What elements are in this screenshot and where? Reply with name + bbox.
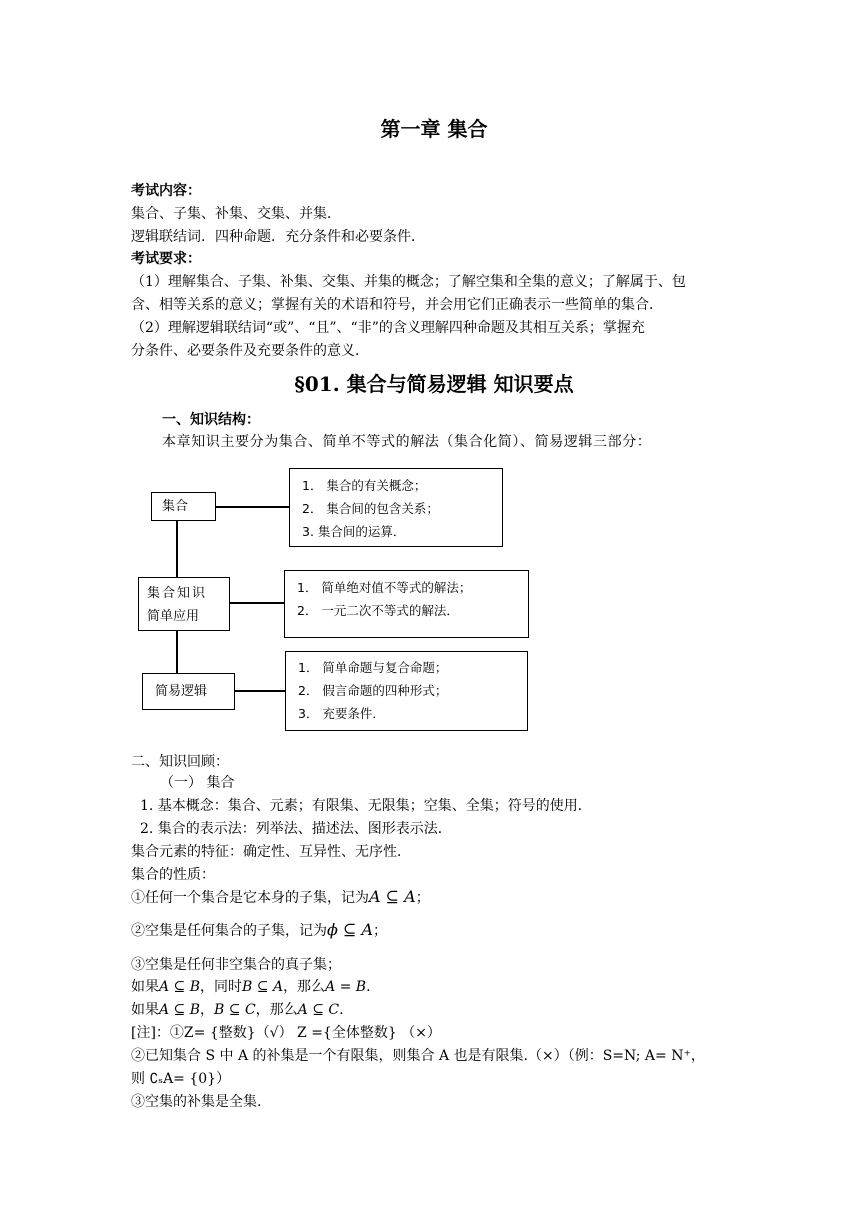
property-1-end: ； xyxy=(415,890,430,906)
connector-vertical-2 xyxy=(176,630,178,674)
node-logic-label: 简易逻辑 xyxy=(155,684,208,699)
note-3: ③空集的补集是全集. xyxy=(131,1094,262,1110)
node-sets-item: 2． 集合间的包含关系； xyxy=(302,501,439,516)
knowledge-structure-heading: 一、知识结构： xyxy=(162,412,260,428)
node-sets-application-label: 简单应用 xyxy=(147,609,200,624)
section-title: §01. 集合与简易逻辑 知识要点 xyxy=(294,372,574,396)
node-sets-application-item: 1． 简单绝对值不等式的解法； xyxy=(297,580,472,595)
exam-requirements-line: 含、相等关系的意义；掌握有关的术语和符号，并会用它们正确表示一些简单的集合． xyxy=(131,297,663,313)
if1-math: A = B xyxy=(325,979,367,995)
exam-requirements-line: 分条件、必要条件及充要条件的意义． xyxy=(131,343,369,359)
node-logic xyxy=(142,673,235,710)
connector-h-3 xyxy=(234,690,286,692)
exam-content-line: 逻辑联结词．四种命题．充分条件和必要条件． xyxy=(131,229,425,245)
node-sets-application-label: 集合知识 xyxy=(147,586,208,601)
exam-requirements-line: （2）理解逻辑联结词“或”、“且”、“非”的含义理解四种命题及其相互关系；掌握充 xyxy=(131,320,645,336)
node-logic-item: 3． 充要条件． xyxy=(298,706,385,721)
review-heading: 二、知识回顾： xyxy=(131,754,229,770)
if-statement-1 xyxy=(131,977,371,997)
property-2-text: ②空集是任何集合的子集，记为 xyxy=(131,923,327,939)
if2-math: A ⊆ C xyxy=(297,1002,340,1018)
knowledge-structure-intro: 本章知识主要分为集合、简单不等式的解法（集合化简）、简易逻辑三部分： xyxy=(162,434,652,450)
node-sets-item: 1． 集合的有关概念； xyxy=(302,478,427,493)
node-sets-application-items xyxy=(284,570,529,638)
connector-h-2 xyxy=(229,602,284,604)
node-logic-items xyxy=(285,651,528,731)
node-sets-application-item: 2． 一元二次不等式的解法． xyxy=(297,603,459,618)
if1-text: ，那么 xyxy=(283,979,326,995)
node-sets xyxy=(151,492,216,521)
exam-content-line: 集合、子集、补集、交集、并集． xyxy=(131,206,341,222)
review-sub-heading: （一） 集合 xyxy=(160,775,235,791)
if-statement-2 xyxy=(131,1000,344,1020)
if2-text: ， xyxy=(200,1002,215,1018)
node-logic-item: 1． 简单命题与复合命题； xyxy=(298,660,448,675)
set-properties-heading: 集合的性质： xyxy=(131,867,215,883)
property-2-math: ϕ ⊆ A xyxy=(327,920,374,939)
node-sets-items xyxy=(289,468,503,547)
if2-text: 如果 xyxy=(131,1002,159,1018)
property-1 xyxy=(131,887,430,908)
if2-math: B ⊆ C xyxy=(214,1002,256,1018)
set-element-features: 集合元素的特征：确定性、互异性、无序性． xyxy=(131,844,411,860)
note-2-line-2: 则 ∁ₛA= {0}） xyxy=(131,1071,231,1087)
node-logic-item: 2． 假言命题的四种形式； xyxy=(298,683,448,698)
connector-vertical-1 xyxy=(176,520,178,577)
property-1-math: A ⊆ A xyxy=(369,887,416,906)
if2-text: . xyxy=(339,1002,344,1018)
node-sets-item: 3. 集合间的运算． xyxy=(302,524,406,539)
if2-math: A ⊆ B xyxy=(159,1002,201,1018)
property-2 xyxy=(131,920,387,941)
review-point: 2. 集合的表示法：列举法、描述法、图形表示法． xyxy=(140,821,452,837)
if1-math: B ⊆ A xyxy=(242,979,284,995)
if1-text: 如果 xyxy=(131,979,159,995)
if1-math: A ⊆ B xyxy=(159,979,201,995)
connector-h-1 xyxy=(215,506,289,508)
property-3: ③空集是任何非空集合的真子集； xyxy=(131,957,341,973)
chapter-title: 第一章 集合 xyxy=(380,117,488,141)
exam-requirements-line: （1）理解集合、子集、补集、交集、并集的概念；了解空集和全集的意义；了解属于、包 xyxy=(131,274,686,290)
property-1-text: ①任何一个集合是它本身的子集，记为 xyxy=(131,890,369,906)
exam-requirements-heading: 考试要求： xyxy=(131,251,201,267)
if1-text: ，同时 xyxy=(200,979,243,995)
node-sets-label: 集合 xyxy=(162,499,189,514)
if1-text: . xyxy=(366,979,371,995)
exam-content-heading: 考试内容： xyxy=(131,183,201,199)
note-2-line-1: ②已知集合 S 中 A 的补集是一个有限集，则集合 A 也是有限集.（×）（例：S=N; A= N⁺， xyxy=(131,1048,705,1064)
property-2-end: ； xyxy=(373,923,388,939)
if2-text: ，那么 xyxy=(255,1002,298,1018)
node-sets-application xyxy=(138,577,230,631)
note-1: [注]：①Z= {整数}（√） Z ={全体整数} （×） xyxy=(131,1025,441,1041)
review-point: 1. 基本概念：集合、元素；有限集、无限集；空集、全集；符号的使用． xyxy=(140,798,592,814)
